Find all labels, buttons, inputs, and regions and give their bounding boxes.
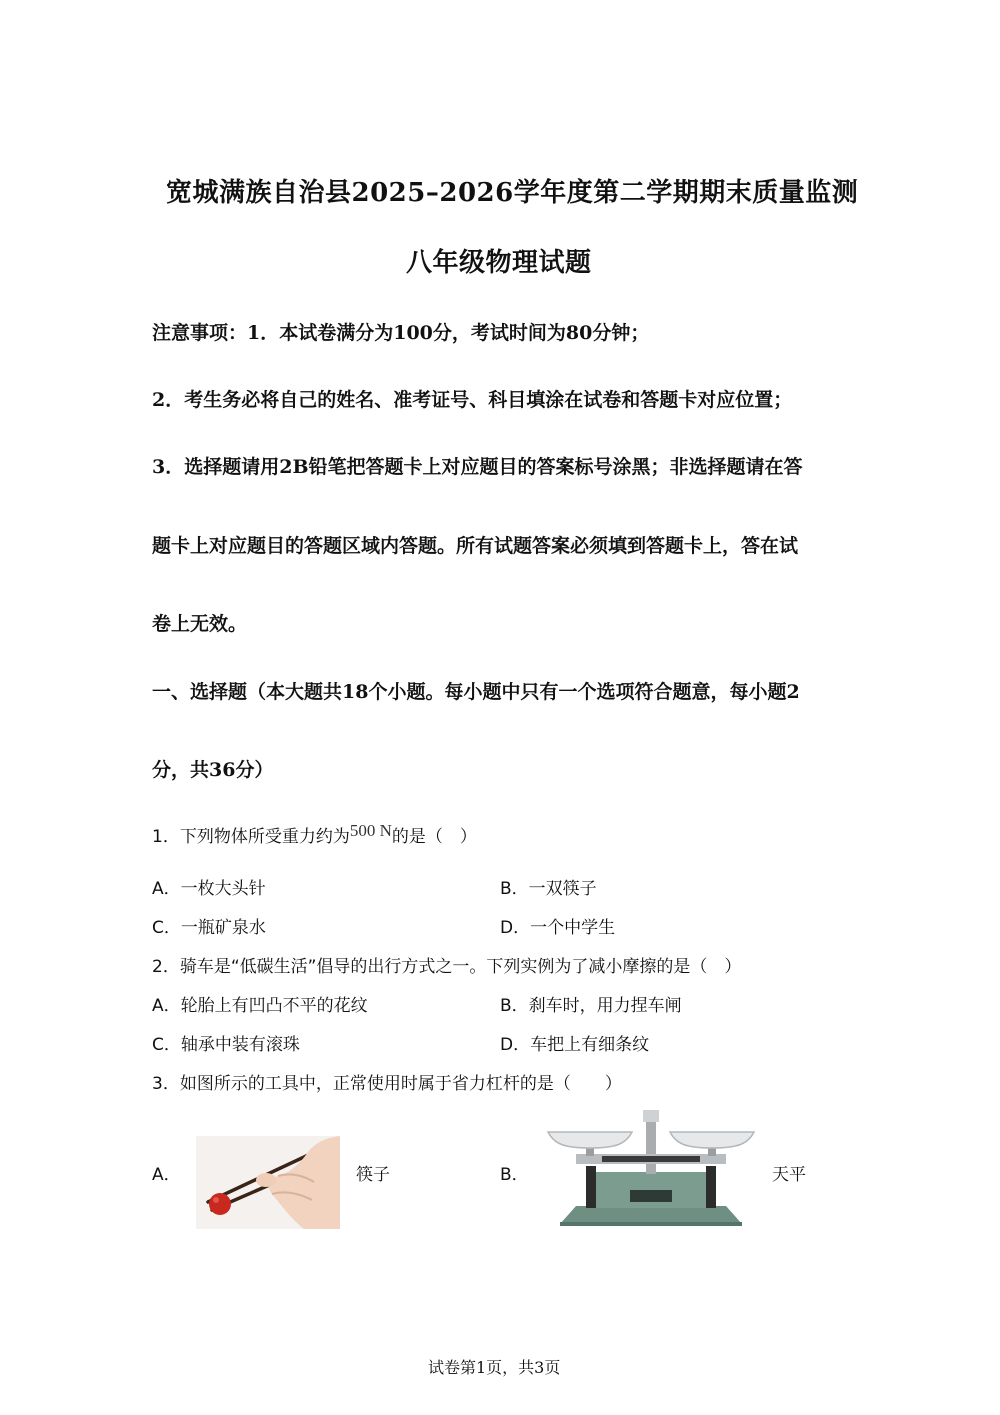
question-2-option-d: D．车把上有细条纹 [500,1035,650,1055]
question-1-stem [152,822,477,847]
notice-line-1: 注意事项：1．本试卷满分为100分，考试时间为80分钟； [152,322,650,344]
question-1-stem-post: 的是（ ） [391,827,477,847]
question-1-option-a: A．一枚大头针 [152,879,266,899]
question-3-stem: 3．如图所示的工具中，正常使用时属于省力杠杆的是（ ） [152,1074,622,1094]
question-3-option-a-caption: 筷子 [356,1165,390,1185]
question-1-stem-pre: 1．下列物体所受重力约为 [152,827,350,847]
section-heading-a: 一、选择题（本大题共18个小题。每小题中只有一个选项符合题意，每小题2 [152,681,800,703]
notice-line-3b: 题卡上对应题目的答题区域内答题。所有试题答案必须填到答题卡上，答在试 [152,535,799,557]
exam-title: 宽城满族自治县2025–2026学年度第二学期期末质量监测 [166,178,859,208]
exam-subtitle: 八年级物理试题 [406,248,592,278]
notice-line-3c: 卷上无效。 [152,613,248,635]
question-1-option-d: D．一个中学生 [500,918,616,938]
page-footer: 试卷第1页，共3页 [428,1358,561,1377]
chopsticks-image [196,1136,340,1229]
question-3-option-a-label: A． [152,1165,181,1185]
question-2-option-a: A．轮胎上有凹凸不平的花纹 [152,996,368,1016]
question-1-value: 500 N [349,821,392,840]
question-1-option-b: B．一双筷子 [500,879,597,899]
notice-line-2: 2．考生务必将自己的姓名、准考证号、科目填涂在试卷和答题卡对应位置； [152,389,793,411]
question-2-stem: 2．骑车是“低碳生活”倡导的出行方式之一。下列实例为了减小摩擦的是（ ） [152,957,742,977]
question-2-option-b: B．刹车时，用力捏车闸 [500,996,682,1016]
question-3-option-b-label: B． [500,1165,529,1185]
question-2-option-c: C．轴承中装有滚珠 [152,1035,300,1055]
question-1-option-c: C．一瓶矿泉水 [152,918,266,938]
question-3-option-b-caption: 天平 [772,1165,806,1185]
balance-scale-image [546,1106,756,1228]
notice-line-3a: 3．选择题请用2B铅笔把答题卡上对应题目的答案标号涂黑；非选择题请在答 [152,456,803,478]
section-heading-b: 分，共36分） [152,759,274,781]
